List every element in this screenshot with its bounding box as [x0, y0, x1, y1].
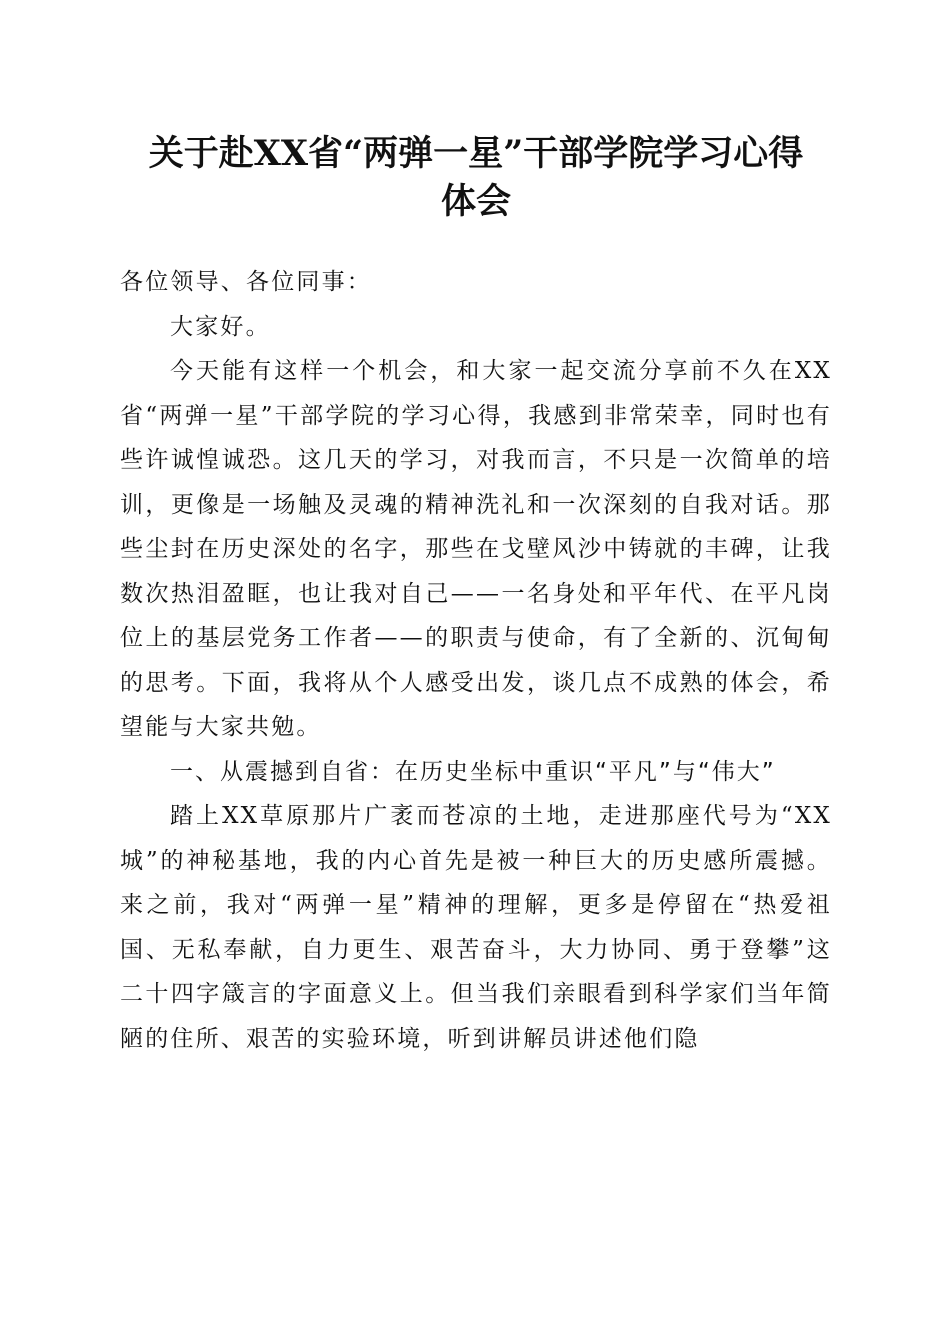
salutation: 各位领导、各位同事： [120, 269, 372, 295]
section-heading-1: 一、从震撼到自省：在历史坐标中重识“平凡”与“伟大” [170, 758, 776, 785]
intro-paragraph: 今天能有这样一个机会，和大家一起交流分享前不久在XX省“两弹一星”干部学院的学习心得，我感到非常荣幸，同时也有些许诚惶诚恐。这几天的学习，对我而言，不只是一次简单的培训，更像是一场触及灵魂的精神洗礼和一次深刻的自我对话。那些尘封在历史深处的名字，那些在戈壁风沙中铸就的丰碑，让我数次热泪盈眶，也让我对自己——一名身处和平年代、在平凡岗位上的基层党务工作者——的职责与使命，有了全新的、沉甸甸的思考。下面，我将从个人感受出发，谈几点不成熟的体会，希望能与大家共勉。 [120, 358, 832, 740]
title-line-2: 体会 [440, 181, 511, 222]
document-title [120, 130, 832, 226]
section-1-paragraph: 踏上XX草原那片广袤而苍凉的土地，走进那座代号为“XX城”的神秘基地，我的内心首先是被一种巨大的历史感所震撼。来之前，我对“两弹一星”精神的理解，更多是停留在“热爱祖国、无私奉献，自力更生、艰苦奋斗，大力协同、勇于登攀”这二十四字箴言的字面意义上。但当我们亲眼看到科学家们当年简陋的住所、艰苦的实验环境，听到讲解员讲述他们隐 [120, 803, 832, 1052]
title-line-1: 关于赴XX省“两弹一星”干部学院学习心得 [148, 133, 804, 174]
document-body [120, 260, 832, 1061]
document-page [120, 130, 832, 1061]
greeting: 大家好。 [170, 313, 271, 340]
